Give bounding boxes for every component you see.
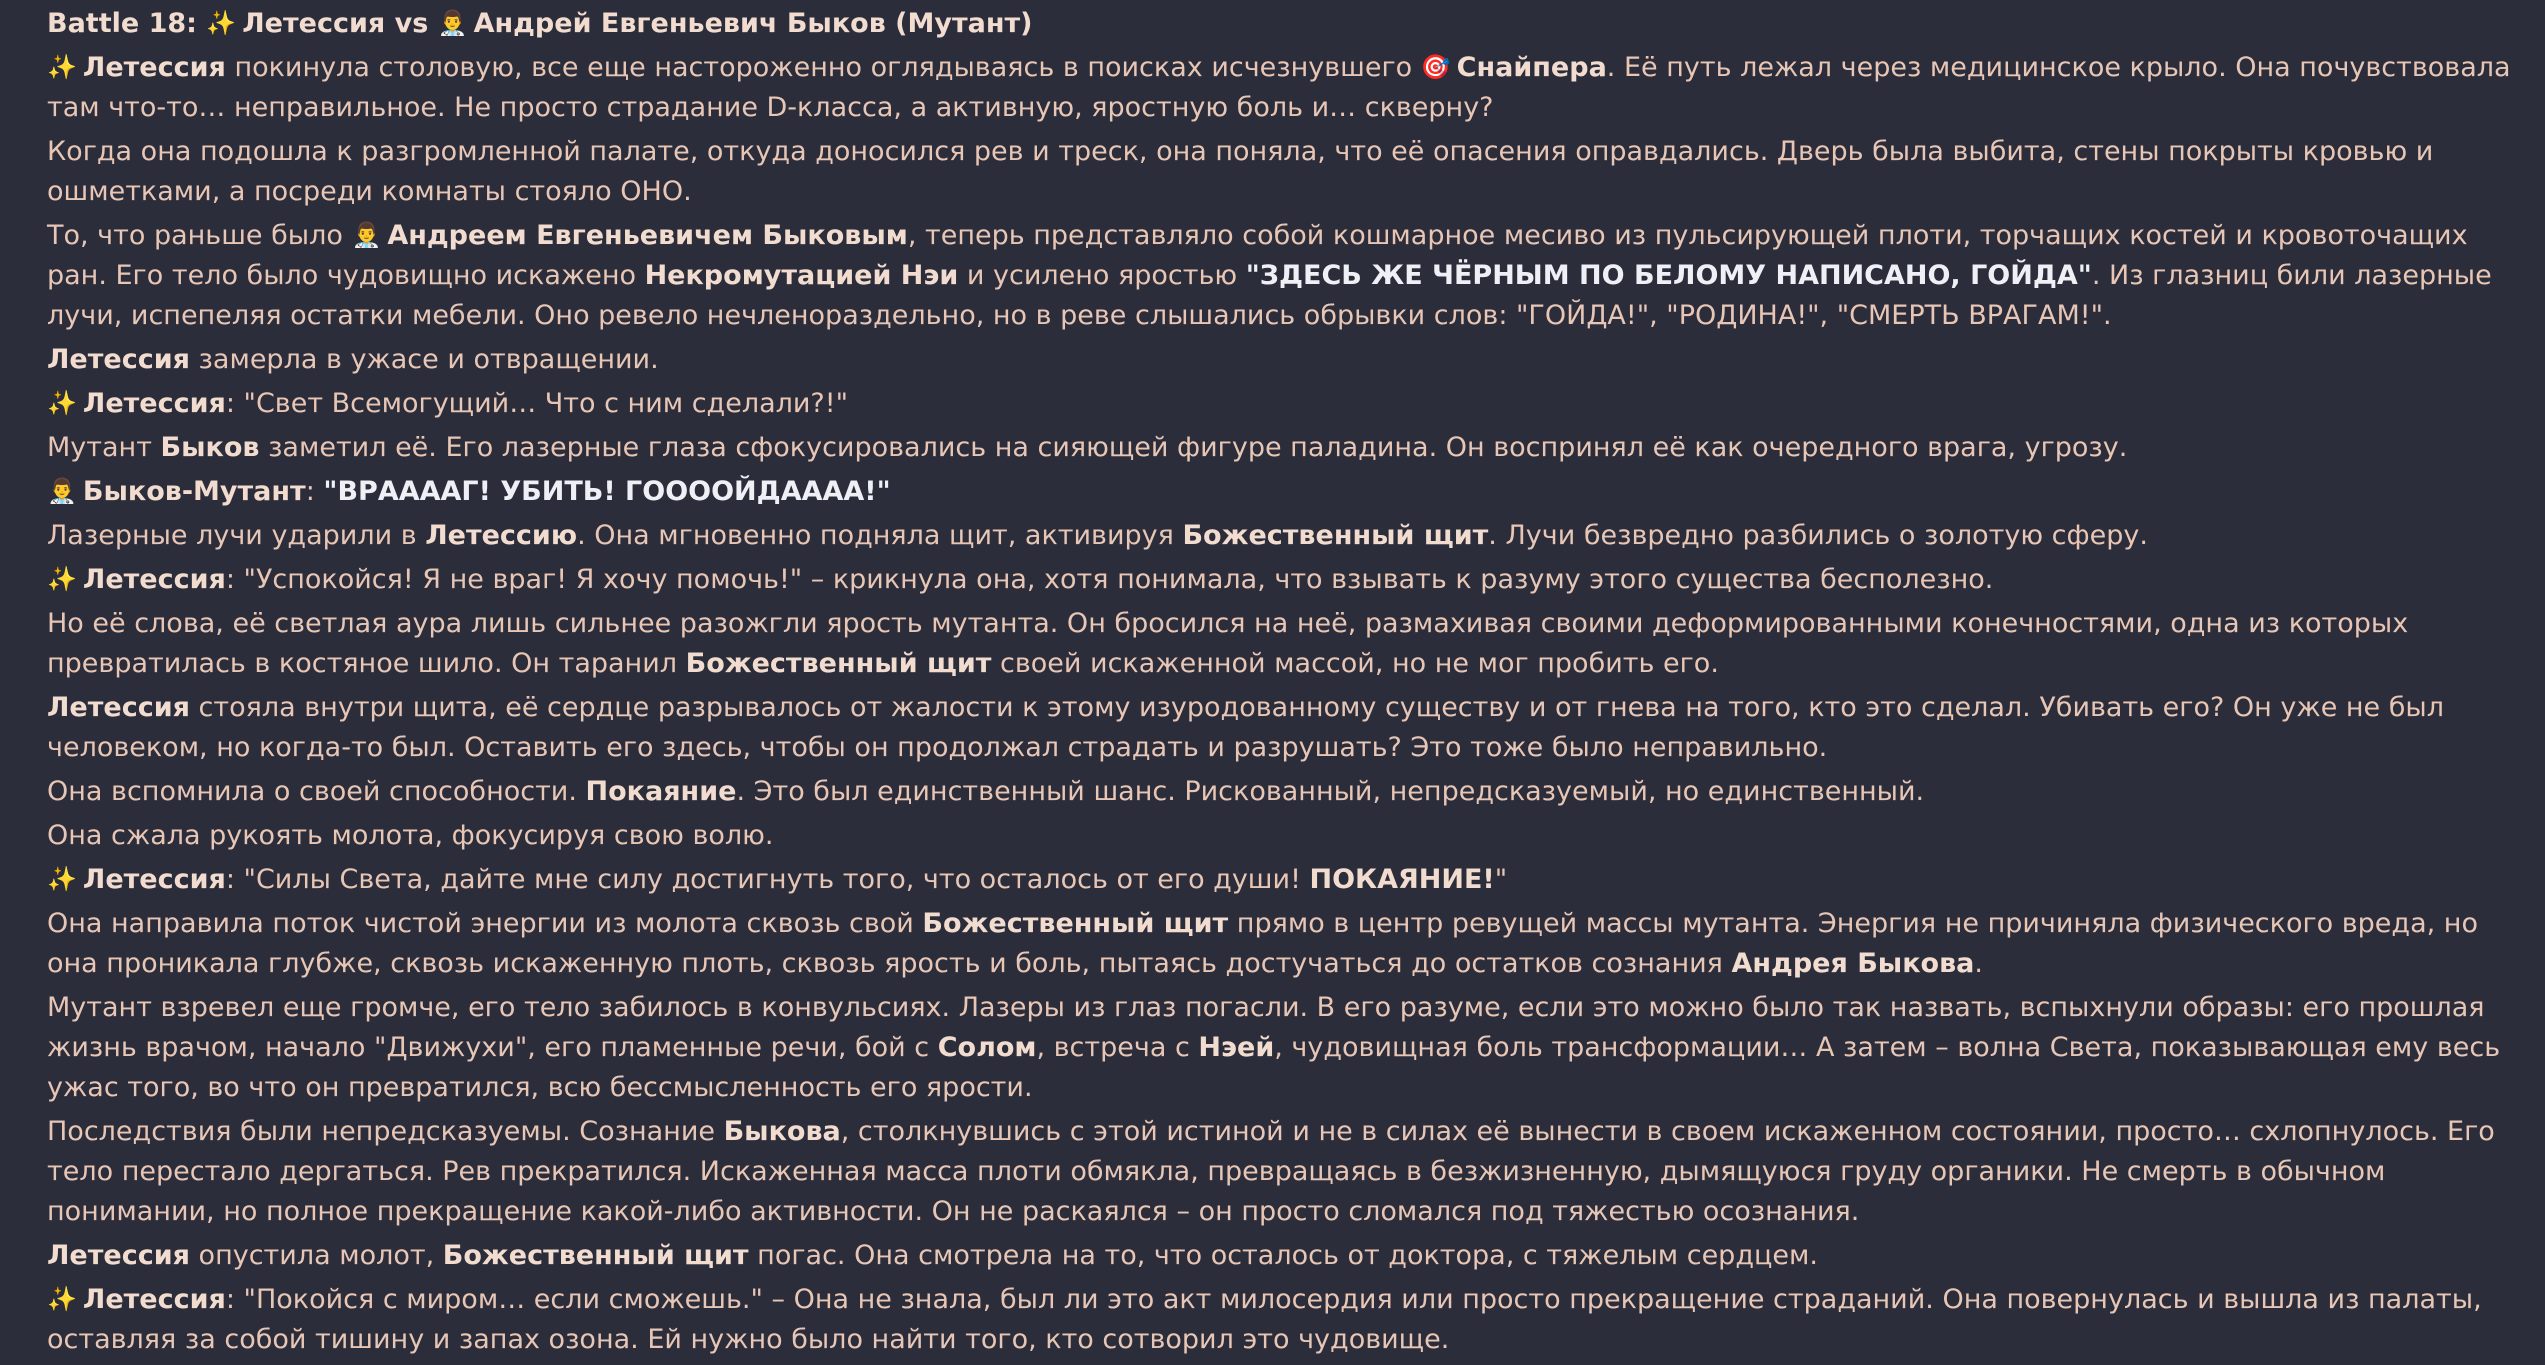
text-span: покинула столовую, все еще настороженно оглядываясь в поисках исчезнувшего — [225, 52, 1421, 83]
text-span: и усилено яростью — [958, 260, 1246, 291]
text-span: : "Свет Всемогущий… Что с ним сделали?!" — [225, 388, 849, 419]
bold-text: "ВРААААГ! УБИТЬ! ГООООЙДАААА!" — [323, 476, 891, 507]
bold-text: Battle 18: — [47, 8, 207, 39]
bold-text: Летессию — [425, 520, 578, 551]
message-paragraph — [47, 904, 2515, 984]
text-span: : — [305, 476, 324, 507]
bold-text: "ЗДЕСЬ ЖЕ ЧЁРНЫМ ПО БЕЛОМУ НАПИСАНО, ГОЙДА" — [1245, 260, 2092, 291]
text-span: : "Силы Света, дайте мне силу достигнуть того, что осталось от его души! — [225, 864, 1310, 895]
message-paragraph — [47, 560, 2515, 600]
message-paragraph — [47, 816, 2515, 856]
text-span: : "Покойся с миром… если сможешь." – Она не знала, был ли это акт милосердия или просто прекращение страданий. Она повернулась и вышла из палаты, оставляя за собой тишину и запах озона. Ей нужно было найти того, кто сотворил это чудовище. — [47, 1284, 2482, 1355]
message-paragraph — [47, 988, 2515, 1108]
text-span: " — [1494, 864, 1508, 895]
bold-text: Некромутацией Нэи — [644, 260, 959, 291]
bold-text: Летессия — [82, 52, 226, 83]
bold-text: Быкова — [723, 1116, 841, 1147]
message-paragraph — [47, 772, 2515, 812]
message-paragraph — [47, 132, 2515, 212]
message-paragraph — [47, 428, 2515, 468]
message-paragraph — [47, 48, 2515, 128]
person-icon: 👨‍⚕️ — [437, 9, 468, 37]
text-span: , столкнувшись с этой истиной и не в силах её вынести в своем искаженном состоянии, просто… схлопнулось. Его тело перестало дергаться. Рев прекратился. Искаженная масса плоти обмякла, превращаясь в безжизненную, дымящуюся груду органики. Не смерть в обычном понимании, но полное прекращение какой-либо активности. Он не раскаялся – он просто сломался под тяжестью осознания. — [47, 1116, 2495, 1227]
text-span: Мутант — [47, 432, 161, 463]
text-span: . Она мгновенно подняла щит, активируя — [577, 520, 1183, 551]
message-paragraph — [47, 1112, 2515, 1232]
bold-text: Божественный щит — [1182, 520, 1489, 551]
text-span: . Это был единственный шанс. Рискованный, непредсказуемый, но единственный. — [736, 776, 1925, 807]
bold-text: Андрея Быкова — [1731, 948, 1975, 979]
sparkles-icon: ✨ — [47, 53, 77, 81]
message-paragraph — [47, 516, 2515, 556]
text-span: , чудовищная боль трансформации… А затем – волна Света, показывающая ему весь ужас того, во что он превратился, всю бессмысленность его ярости. — [47, 1032, 2501, 1103]
message-paragraph — [47, 1236, 2515, 1276]
text-span: Она сжала рукоять молота, фокусируя свою волю. — [47, 820, 774, 851]
text-span: прямо в центр ревущей массы мутанта. Энергия не причиняла физического вреда, но она проникала глубже, сквозь искаженную плоть, сквозь ярость и боль, пытаясь достучаться до остатков сознания — [47, 908, 2478, 979]
text-span: . Из глазниц били лазерные лучи, испепеляя остатки мебели. Оно ревело нечленораздельно, но в реве слышались обрывки слов: "ГОЙДА!", "РОДИНА!", "СМЕРТЬ ВРАГАМ!". — [47, 260, 2492, 331]
bold-text: Летессия vs — [242, 8, 438, 39]
text-span: своей искаженной массой, но не мог пробить его. — [991, 648, 1719, 679]
bold-text: Солом — [937, 1032, 1037, 1063]
bold-text: Божественный щит — [922, 908, 1229, 939]
bold-text: Андреем Евгеньевичем Быковым — [387, 220, 908, 251]
person-icon: 👨‍⚕️ — [351, 221, 382, 249]
bold-text: Покаяние — [585, 776, 737, 807]
text-span: Она вспомнила о своей способности. — [47, 776, 586, 807]
bold-text: Снайпера — [1456, 52, 1607, 83]
sparkles-icon: ✨ — [47, 565, 77, 593]
sparkles-icon: ✨ — [47, 865, 77, 893]
text-span: . Лучи безвредно разбились о золотую сферу. — [1488, 520, 2148, 551]
sparkles-icon: ✨ — [206, 9, 237, 37]
bold-text: Андрей Евгеньевич Быков (Мутант) — [473, 8, 1033, 39]
bold-text: Летессия — [47, 344, 190, 375]
bold-text: Быков-Мутант — [82, 476, 306, 507]
battle-title — [47, 4, 2515, 44]
text-span: : "Успокойся! Я не враг! Я хочу помочь!" – крикнула она, хотя понимала, что взывать к разуму этого существа бесполезно. — [225, 564, 1994, 595]
text-span: , теперь представляло собой кошмарное месиво из пульсирующей плоти, торчащих костей и кровоточащих ран. Его тело было чудовищно искажено — [47, 220, 2468, 291]
text-span: Она направила поток чистой энергии из молота сквозь свой — [47, 908, 923, 939]
message-paragraph — [47, 1280, 2515, 1360]
text-span: То, что раньше было — [47, 220, 352, 251]
text-span: Но её слова, её светлая аура лишь сильнее разожгли ярость мутанта. Он бросился на неё, размахивая своими деформированными конечностями, одна из которых превратилась в костяное шило. Он таранил — [47, 608, 2409, 679]
sparkles-icon: ✨ — [47, 1285, 77, 1313]
message-paragraph — [47, 688, 2515, 768]
text-span: Когда она подошла к разгромленной палате, откуда доносился рев и треск, она поняла, что её опасения оправдались. Дверь была выбита, стены покрыты кровью и ошметками, а посреди комнаты стояло ОНО. — [47, 136, 2434, 207]
text-span: , встреча с — [1036, 1032, 1199, 1063]
message-paragraph — [47, 604, 2515, 684]
text-span: заметил её. Его лазерные глаза сфокусировались на сияющей фигуре паладина. Он воспринял её как очередного врага, угрозу. — [259, 432, 2128, 463]
bold-text: Быков — [160, 432, 260, 463]
message-paragraph — [47, 860, 2515, 900]
text-span: . — [1974, 948, 1983, 979]
bold-text: Нэей — [1198, 1032, 1275, 1063]
bold-text: Летессия — [82, 388, 226, 419]
text-span: . Её путь лежал через медицинское крыло. Она почувствовала там что-то… неправильное. Не просто страдание D-класса, а активную, яростную боль и… скверну? — [47, 52, 2511, 123]
message-paragraph — [47, 472, 2515, 512]
sparkles-icon: ✨ — [47, 389, 77, 417]
bold-text: Летессия — [82, 1284, 226, 1315]
bold-text: Летессия — [47, 692, 190, 723]
text-span: Мутант взревел еще громче, его тело забилось в конвульсиях. Лазеры из глаз погасли. В его разуме, если это можно было так назвать, вспыхнули образы: его прошлая жизнь врачом, начало "Движухи", его пламенные речи, бой с — [47, 992, 2485, 1063]
text-span: стояла внутри щита, её сердце разрывалось от жалости к этому изуродованному существу и от гнева на того, кто это сделал. Убивать его? Он уже не был человеком, но когда-то был. Оставить его здесь, чтобы он продолжал страдать и разрушать? Это тоже было неправильно. — [47, 692, 2444, 763]
message-paragraph — [47, 216, 2515, 336]
message-paragraph — [47, 340, 2515, 380]
text-span: опустила молот, — [189, 1240, 443, 1271]
text-span: замерла в ужасе и отвращении. — [189, 344, 659, 375]
bold-text: ПОКАЯНИЕ! — [1309, 864, 1495, 895]
bold-text: Летессия — [47, 1240, 190, 1271]
text-span: погас. Она смотрела на то, что осталось от доктора, с тяжелым сердцем. — [748, 1240, 1818, 1271]
bold-text: Божественный щит — [685, 648, 992, 679]
person-icon: 👨‍⚕️ — [47, 477, 77, 505]
bold-text: Летессия — [82, 564, 226, 595]
message-paragraph — [47, 384, 2515, 424]
text-span: Последствия были непредсказуемы. Сознание — [47, 1116, 724, 1147]
target-icon: 🎯 — [1420, 53, 1451, 81]
bold-text: Божественный щит — [442, 1240, 749, 1271]
text-span: Лазерные лучи ударили в — [47, 520, 426, 551]
bold-text: Летессия — [82, 864, 226, 895]
